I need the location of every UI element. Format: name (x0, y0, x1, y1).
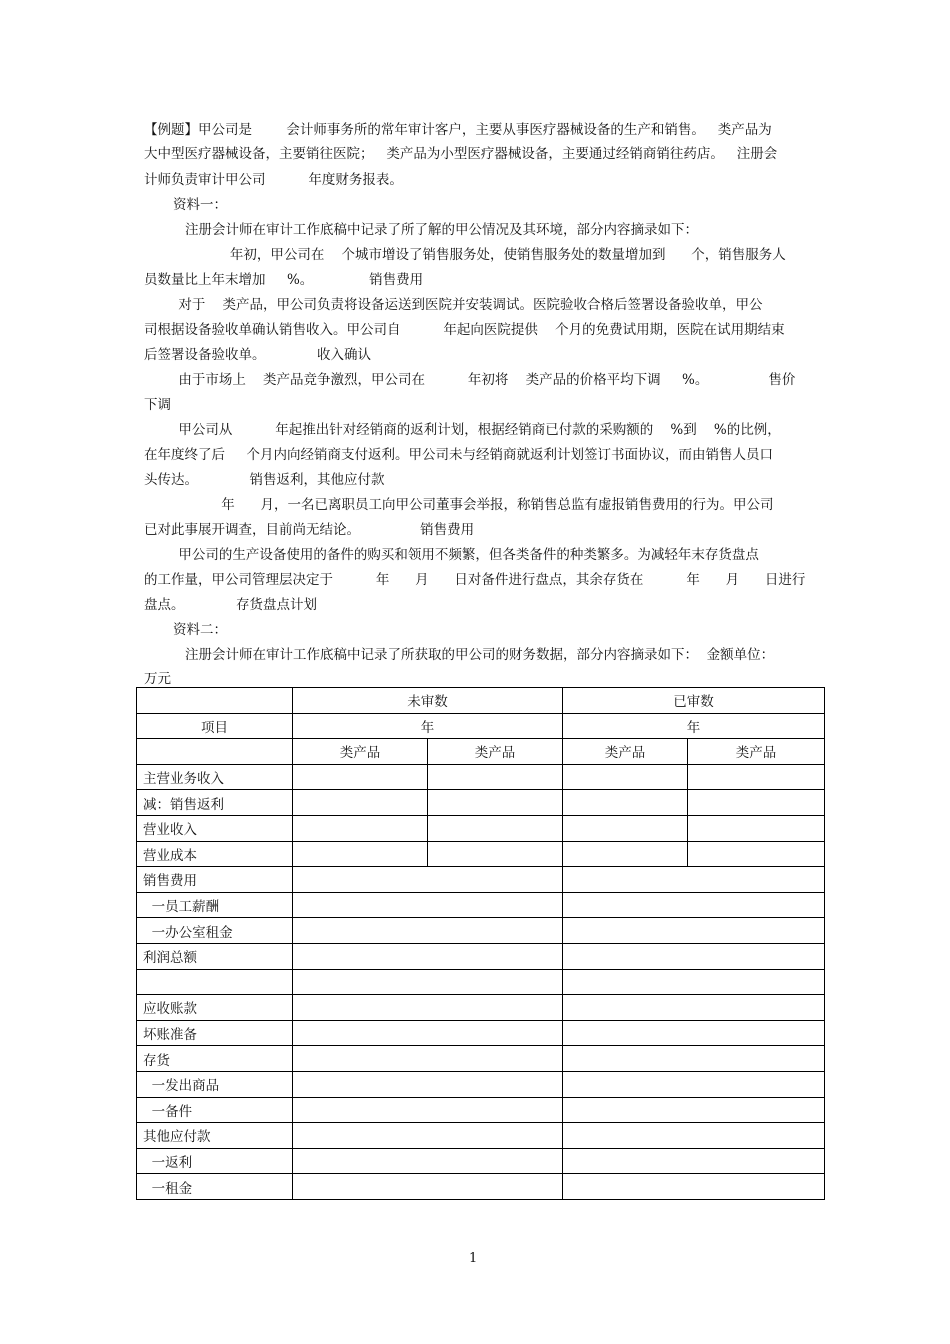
row-label: 减：销售返利 (137, 790, 293, 816)
table-row (137, 1097, 825, 1123)
material1-para-line: 在年度终了后 个月内向经销商支付返利。甲公司未与经销商就返利计划签订书面协议，而由销售人员口 (144, 447, 773, 463)
table-row (137, 790, 825, 816)
table-row (137, 1046, 825, 1072)
table-row (137, 1174, 825, 1200)
row-label: 一返利 (137, 1148, 293, 1174)
item-header: 项目 (137, 713, 293, 739)
row-label: 一备件 (137, 1097, 293, 1123)
material1-para-line: 盘点。 存货盘点计划 (144, 597, 317, 613)
material1-lead: 注册会计师在审计工作底稿中记录了所了解的甲公情况及其环境，部分内容摘录如下： (185, 222, 698, 238)
row-label: 其他应付款 (137, 1123, 293, 1149)
row-label: 一租金 (137, 1174, 293, 1200)
material1-para-line: 甲公司从 年起推出针对经销商的返利计划，根据经销商已付款的采购额的 %到 %的比例， (144, 422, 781, 438)
product-header: 类产品 (688, 739, 825, 765)
product-header: 类产品 (428, 739, 563, 765)
material1-para-line: 已对此事展开调查，目前尚无结论。 销售费用 (144, 522, 475, 538)
row-label (137, 969, 293, 995)
row-label: 坏账准备 (137, 1020, 293, 1046)
intro-line-3: 计师负责审计甲公司 年度财务报表。 (144, 172, 403, 188)
material1-para-line: 年 月，一名已离职员工向甲公司董事会举报，称销售总监有虚报销售费用的行为。甲公司 (144, 497, 774, 513)
table-header-row (137, 713, 825, 739)
page-number: 1 (469, 1251, 478, 1266)
row-label: 存货 (137, 1046, 293, 1072)
table-row (137, 943, 825, 969)
material1-para-line: 甲公司的生产设备使用的备件的购买和领用不频繁，但各类备件的种类繁多。为减轻年末存货盘点 (144, 547, 759, 563)
table-row (137, 764, 825, 790)
audited-year: 年 (563, 713, 825, 739)
table-row (137, 815, 825, 841)
row-label: 一员工薪酬 (137, 892, 293, 918)
row-label: 一发出商品 (137, 1071, 293, 1097)
row-label: 一办公室租金 (137, 918, 293, 944)
material2-lead: 注册会计师在审计工作底稿中记录了所获取的甲公司的财务数据，部分内容摘录如下： 金额单位： (185, 647, 775, 663)
material1-para-line: 对于 类产品，甲公司负责将设备运送到医院并安装调试。医院验收合格后签署设备验收单，甲公 (144, 297, 763, 313)
material2-heading: 资料二： (173, 622, 227, 638)
intro-line-1: 【例题】甲公司是 会计师事务所的常年审计客户，主要从事医疗器械设备的生产和销售。 类产品为 (144, 122, 772, 138)
row-label: 应收账款 (137, 995, 293, 1021)
material1-para-line: 下调 (144, 397, 171, 413)
row-label: 利润总额 (137, 943, 293, 969)
table-row (137, 1071, 825, 1097)
material1-para-line: 司根据设备验收单确认销售收入。甲公司自 年起向医院提供 个月的免费试用期，医院在试用期结束 (144, 322, 785, 338)
table-row (137, 1020, 825, 1046)
table-header-row (137, 739, 825, 765)
table-row (137, 918, 825, 944)
product-header: 类产品 (293, 739, 428, 765)
table-row (137, 995, 825, 1021)
row-label: 营业成本 (137, 841, 293, 867)
material1-para-line: 头传达。 销售返利，其他应付款 (144, 472, 385, 488)
table-row (137, 1148, 825, 1174)
unaudited-header: 未审数 (293, 688, 563, 714)
row-label: 营业收入 (137, 815, 293, 841)
material1-para-line: 由于市场上 类产品竞争激烈，甲公司在 年初将 类产品的价格平均下调 %。 售价 (144, 372, 796, 388)
intro-line-2: 大中型医疗器械设备，主要销往医院； 类产品为小型医疗器械设备，主要通过经销商销往药店。 注册会 (144, 146, 778, 162)
unaudited-year: 年 (293, 713, 563, 739)
row-label: 销售费用 (137, 867, 293, 893)
material1-para-line: 后签署设备验收单。 收入确认 (144, 347, 371, 363)
material1-para-line: 的工作量，甲公司管理层决定于 年 月 日对备件进行盘点，其余存货在 年 月 日进行 (144, 572, 806, 588)
material2-unit: 万元 (144, 671, 171, 687)
row-label: 主营业务收入 (137, 764, 293, 790)
material1-heading: 资料一： (173, 197, 227, 213)
material1-para-line: 年初，甲公司在 个城市增设了销售服务处，使销售服务处的数量增加到 个，销售服务人 (144, 247, 786, 263)
product-header: 类产品 (563, 739, 688, 765)
table-header-row (137, 688, 825, 714)
table-row (137, 1123, 825, 1149)
table-row (137, 841, 825, 867)
financial-data-table (136, 687, 825, 1200)
table-row (137, 892, 825, 918)
audited-header: 已审数 (563, 688, 825, 714)
material1-para-line: 员数量比上年末增加 %。 销售费用 (144, 272, 424, 288)
table-row (137, 969, 825, 995)
table-row (137, 867, 825, 893)
